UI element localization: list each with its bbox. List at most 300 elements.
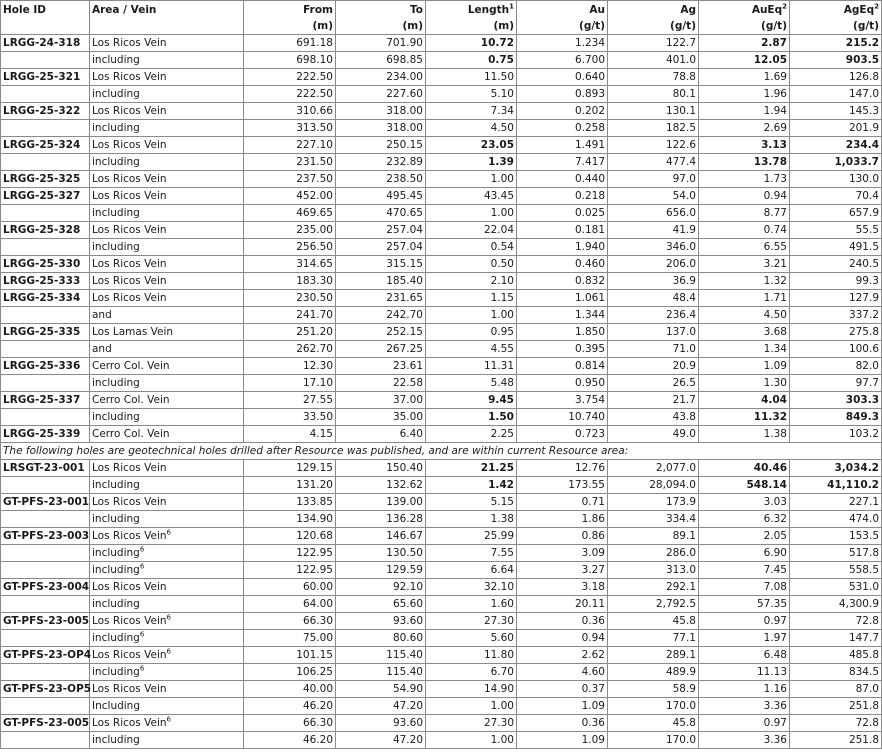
area-vein-text: Los Ricos Vein	[92, 258, 167, 270]
area-vein-text: Cerro Col. Vein	[92, 394, 170, 406]
aueq-cell: 0.74	[699, 222, 790, 239]
ag-cell: 130.1	[608, 103, 699, 120]
aueq-cell: 3.36	[699, 732, 790, 749]
ag-cell: 170.0	[608, 732, 699, 749]
length-cell: 0.54	[426, 239, 517, 256]
unit-to: (m)	[336, 18, 426, 35]
from-cell: 251.20	[244, 324, 336, 341]
ageq-cell: 99.3	[790, 273, 882, 290]
length-cell: 7.55	[426, 545, 517, 562]
aueq-cell: 1.96	[699, 86, 790, 103]
ageq-cell: 251.8	[790, 732, 882, 749]
table-row	[1, 613, 882, 630]
aueq-cell: 57.35	[699, 596, 790, 613]
ag-cell: 28,094.0	[608, 477, 699, 494]
aueq-cell: 12.05	[699, 52, 790, 69]
area-vein-cell	[90, 154, 244, 171]
ag-cell: 41.9	[608, 222, 699, 239]
ageq-cell: 227.1	[790, 494, 882, 511]
area-vein-text: including	[92, 513, 140, 525]
length-cell: 1.00	[426, 307, 517, 324]
from-cell: 452.00	[244, 188, 336, 205]
to-cell: 238.50	[336, 171, 426, 188]
footnote-marker: 6	[166, 647, 171, 656]
area-vein-text: including	[92, 666, 140, 678]
aueq-cell: 4.50	[699, 307, 790, 324]
hole-id-cell: LRGG-25-333	[1, 273, 90, 290]
hole-id-cell: LRGG-25-321	[1, 69, 90, 86]
au-cell: 3.09	[517, 545, 608, 562]
table-row	[1, 732, 882, 749]
area-vein-cell	[90, 647, 244, 664]
ag-cell: 58.9	[608, 681, 699, 698]
ageq-cell: 657.9	[790, 205, 882, 222]
aueq-cell: 3.21	[699, 256, 790, 273]
ageq-cell: 215.2	[790, 35, 882, 52]
length-cell: 11.31	[426, 358, 517, 375]
header-row	[1, 1, 882, 18]
au-cell: 0.94	[517, 630, 608, 647]
ageq-cell: 130.0	[790, 171, 882, 188]
area-vein-text: Cerro Col. Vein	[92, 428, 170, 440]
table-row	[1, 630, 882, 647]
au-cell: 20.11	[517, 596, 608, 613]
table-row	[1, 171, 882, 188]
from-cell: 227.10	[244, 137, 336, 154]
ageq-cell: 126.8	[790, 69, 882, 86]
ageq-cell: 82.0	[790, 358, 882, 375]
aueq-cell: 3.03	[699, 494, 790, 511]
ageq-cell: 275.8	[790, 324, 882, 341]
ageq-cell: 903.5	[790, 52, 882, 69]
aueq-cell: 1.34	[699, 341, 790, 358]
ageq-cell: 97.7	[790, 375, 882, 392]
ag-cell: 2,077.0	[608, 460, 699, 477]
hole-id-cell	[1, 732, 90, 749]
to-cell: 93.60	[336, 613, 426, 630]
table-row	[1, 392, 882, 409]
area-vein-text: Los Ricos Vein	[92, 71, 167, 83]
to-cell: 267.25	[336, 341, 426, 358]
au-cell: 7.417	[517, 154, 608, 171]
au-cell: 3.27	[517, 562, 608, 579]
area-vein-cell	[90, 103, 244, 120]
table-row	[1, 698, 882, 715]
area-vein-cell	[90, 341, 244, 358]
table-row	[1, 681, 882, 698]
table-row	[1, 52, 882, 69]
ag-cell: 54.0	[608, 188, 699, 205]
col-header-hole-id: Hole ID	[1, 1, 90, 18]
area-vein-text: including	[92, 547, 140, 559]
length-cell: 27.30	[426, 715, 517, 732]
area-vein-cell	[90, 596, 244, 613]
area-vein-cell	[90, 239, 244, 256]
ageq-cell: 127.9	[790, 290, 882, 307]
area-vein-text: Los Ricos Vein	[92, 462, 167, 474]
table-row	[1, 358, 882, 375]
ageq-cell: 485.8	[790, 647, 882, 664]
hole-id-cell: LRGG-25-336	[1, 358, 90, 375]
au-cell: 1.491	[517, 137, 608, 154]
ag-cell: 97.0	[608, 171, 699, 188]
ag-cell: 45.8	[608, 613, 699, 630]
from-cell: 222.50	[244, 69, 336, 86]
aueq-cell: 0.97	[699, 613, 790, 630]
area-vein-cell	[90, 222, 244, 239]
to-cell: 80.60	[336, 630, 426, 647]
ag-cell: 289.1	[608, 647, 699, 664]
length-cell: 32.10	[426, 579, 517, 596]
unit-empty	[90, 18, 244, 35]
from-cell: 231.50	[244, 154, 336, 171]
au-cell: 0.025	[517, 205, 608, 222]
area-vein-text: including	[92, 88, 140, 100]
au-cell: 10.740	[517, 409, 608, 426]
from-cell: 698.10	[244, 52, 336, 69]
area-vein-cell	[90, 630, 244, 647]
area-vein-cell	[90, 137, 244, 154]
ageq-cell: 491.5	[790, 239, 882, 256]
aueq-cell: 7.08	[699, 579, 790, 596]
length-cell: 5.10	[426, 86, 517, 103]
length-cell: 0.75	[426, 52, 517, 69]
from-cell: 262.70	[244, 341, 336, 358]
table-row	[1, 239, 882, 256]
au-cell: 1.344	[517, 307, 608, 324]
ageq-footnote: 2	[874, 2, 879, 10]
hole-id-cell: GT-PFS-23-OP4	[1, 647, 90, 664]
table-row	[1, 426, 882, 443]
hole-id-cell	[1, 630, 90, 647]
to-cell: 115.40	[336, 664, 426, 681]
ag-cell: 401.0	[608, 52, 699, 69]
length-cell: 11.50	[426, 69, 517, 86]
length-cell: 7.34	[426, 103, 517, 120]
to-cell: 139.00	[336, 494, 426, 511]
hole-id-cell	[1, 120, 90, 137]
length-cell: 5.60	[426, 630, 517, 647]
area-vein-cell	[90, 307, 244, 324]
hole-id-cell	[1, 698, 90, 715]
hole-id-cell	[1, 52, 90, 69]
area-vein-text: Los Ricos Vein	[92, 190, 167, 202]
aueq-cell: 2.87	[699, 35, 790, 52]
area-vein-cell	[90, 426, 244, 443]
table-body-resource-holes	[1, 35, 882, 443]
ag-cell: 292.1	[608, 579, 699, 596]
area-vein-text: Los Ricos Vein	[92, 292, 167, 304]
length-cell: 5.48	[426, 375, 517, 392]
area-vein-cell	[90, 545, 244, 562]
to-cell: 115.40	[336, 647, 426, 664]
length-cell: 22.04	[426, 222, 517, 239]
area-vein-text: Los Ricos Vein	[92, 581, 167, 593]
to-cell: 136.28	[336, 511, 426, 528]
hole-id-cell: GT-PFS-23-003	[1, 528, 90, 545]
aueq-cell: 4.04	[699, 392, 790, 409]
hole-id-cell: LRGG-25-334	[1, 290, 90, 307]
hole-id-cell: LRGG-25-330	[1, 256, 90, 273]
table-row	[1, 205, 882, 222]
ag-cell: 21.7	[608, 392, 699, 409]
hole-id-cell	[1, 154, 90, 171]
to-cell: 250.15	[336, 137, 426, 154]
hole-id-cell	[1, 239, 90, 256]
from-cell: 120.68	[244, 528, 336, 545]
from-cell: 27.55	[244, 392, 336, 409]
ageq-cell: 517.8	[790, 545, 882, 562]
unit-ageq: (g/t)	[790, 18, 882, 35]
au-cell: 1.09	[517, 732, 608, 749]
table-row	[1, 477, 882, 494]
table-row	[1, 290, 882, 307]
length-cell: 1.38	[426, 511, 517, 528]
ag-cell: 170.0	[608, 698, 699, 715]
area-vein-text: including	[92, 734, 140, 746]
from-cell: 314.65	[244, 256, 336, 273]
from-cell: 241.70	[244, 307, 336, 324]
ag-cell: 236.4	[608, 307, 699, 324]
area-vein-cell	[90, 681, 244, 698]
to-cell: 22.58	[336, 375, 426, 392]
ageq-cell: 4,300.9	[790, 596, 882, 613]
length-label: Length	[467, 3, 510, 16]
au-cell: 1.940	[517, 239, 608, 256]
area-vein-cell	[90, 715, 244, 732]
hole-id-cell: LRGG-25-335	[1, 324, 90, 341]
aueq-cell: 548.14	[699, 477, 790, 494]
area-vein-cell	[90, 579, 244, 596]
area-vein-text: including	[92, 632, 140, 644]
length-cell: 27.30	[426, 613, 517, 630]
au-cell: 1.09	[517, 698, 608, 715]
to-cell: 470.65	[336, 205, 426, 222]
hole-id-cell	[1, 375, 90, 392]
area-vein-text: Los Ricos Vein	[92, 717, 167, 729]
hole-id-cell	[1, 596, 90, 613]
length-cell: 1.00	[426, 698, 517, 715]
aueq-label: AuEq	[751, 3, 783, 16]
to-cell: 35.00	[336, 409, 426, 426]
footnote-marker: 6	[139, 545, 145, 554]
au-cell: 0.218	[517, 188, 608, 205]
ageq-cell: 87.0	[790, 681, 882, 698]
col-header-length	[426, 1, 517, 18]
to-cell: 257.04	[336, 239, 426, 256]
ageq-cell: 41,110.2	[790, 477, 882, 494]
from-cell: 4.15	[244, 426, 336, 443]
length-cell: 1.50	[426, 409, 517, 426]
aueq-cell: 1.32	[699, 273, 790, 290]
area-vein-text: Los Ricos Vein	[92, 173, 167, 185]
from-cell: 310.66	[244, 103, 336, 120]
area-vein-cell	[90, 562, 244, 579]
table-row	[1, 647, 882, 664]
au-cell: 0.86	[517, 528, 608, 545]
aueq-cell: 2.05	[699, 528, 790, 545]
area-vein-text: Cerro Col. Vein	[92, 360, 170, 372]
from-cell: 256.50	[244, 239, 336, 256]
area-vein-cell	[90, 664, 244, 681]
ag-cell: 656.0	[608, 205, 699, 222]
ageq-cell: 3,034.2	[790, 460, 882, 477]
aueq-cell: 6.90	[699, 545, 790, 562]
ageq-cell: 234.4	[790, 137, 882, 154]
length-cell: 1.15	[426, 290, 517, 307]
table-row	[1, 664, 882, 681]
hole-id-cell: LRGG-25-339	[1, 426, 90, 443]
aueq-cell: 11.13	[699, 664, 790, 681]
hole-id-cell: LRGG-25-324	[1, 137, 90, 154]
from-cell: 691.18	[244, 35, 336, 52]
area-vein-cell	[90, 732, 244, 749]
to-cell: 130.50	[336, 545, 426, 562]
footnote-marker: 6	[166, 715, 171, 724]
from-cell: 64.00	[244, 596, 336, 613]
from-cell: 235.00	[244, 222, 336, 239]
to-cell: 93.60	[336, 715, 426, 732]
table-row	[1, 341, 882, 358]
aueq-cell: 40.46	[699, 460, 790, 477]
ag-cell: 36.9	[608, 273, 699, 290]
ag-cell: 89.1	[608, 528, 699, 545]
area-vein-text: including	[92, 54, 140, 66]
ag-cell: 206.0	[608, 256, 699, 273]
ageq-cell: 1,033.7	[790, 154, 882, 171]
area-vein-cell	[90, 392, 244, 409]
aueq-cell: 1.09	[699, 358, 790, 375]
area-vein-cell	[90, 528, 244, 545]
area-vein-text: and	[92, 309, 112, 321]
aueq-cell: 1.16	[699, 681, 790, 698]
table-row	[1, 86, 882, 103]
au-cell: 1.061	[517, 290, 608, 307]
from-cell: 60.00	[244, 579, 336, 596]
ageq-cell: 70.4	[790, 188, 882, 205]
ageq-cell: 251.8	[790, 698, 882, 715]
area-vein-cell	[90, 460, 244, 477]
ag-cell: 477.4	[608, 154, 699, 171]
aueq-cell: 3.36	[699, 698, 790, 715]
aueq-cell: 1.97	[699, 630, 790, 647]
au-cell: 0.71	[517, 494, 608, 511]
to-cell: 150.40	[336, 460, 426, 477]
au-cell: 0.36	[517, 613, 608, 630]
ageq-cell: 153.5	[790, 528, 882, 545]
ageq-cell: 849.3	[790, 409, 882, 426]
area-vein-text: Los Lamas Vein	[92, 326, 174, 338]
to-cell: 318.00	[336, 103, 426, 120]
table-row	[1, 460, 882, 477]
ag-cell: 122.6	[608, 137, 699, 154]
from-cell: 46.20	[244, 732, 336, 749]
ageq-cell: 558.5	[790, 562, 882, 579]
from-cell: 17.10	[244, 375, 336, 392]
ag-cell: 26.5	[608, 375, 699, 392]
from-cell: 313.50	[244, 120, 336, 137]
length-cell: 25.99	[426, 528, 517, 545]
length-cell: 1.00	[426, 171, 517, 188]
to-cell: 242.70	[336, 307, 426, 324]
hole-id-cell: GT-PFS-23-004	[1, 579, 90, 596]
area-vein-text: Los Ricos Vein	[92, 615, 167, 627]
from-cell: 237.50	[244, 171, 336, 188]
aueq-cell: 8.77	[699, 205, 790, 222]
to-cell: 37.00	[336, 392, 426, 409]
aueq-cell: 7.45	[699, 562, 790, 579]
table-row	[1, 511, 882, 528]
ageq-cell: 145.3	[790, 103, 882, 120]
length-cell: 11.80	[426, 647, 517, 664]
aueq-cell: 1.30	[699, 375, 790, 392]
ag-cell: 45.8	[608, 715, 699, 732]
au-cell: 0.37	[517, 681, 608, 698]
aueq-cell: 1.71	[699, 290, 790, 307]
ag-cell: 71.0	[608, 341, 699, 358]
from-cell: 40.00	[244, 681, 336, 698]
to-cell: 146.67	[336, 528, 426, 545]
ag-cell: 334.4	[608, 511, 699, 528]
area-vein-text: Los Ricos Vein	[92, 496, 167, 508]
area-vein-cell	[90, 324, 244, 341]
from-cell: 101.15	[244, 647, 336, 664]
au-cell: 0.440	[517, 171, 608, 188]
area-vein-text: and	[92, 343, 112, 355]
hole-id-cell: LRGG-25-337	[1, 392, 90, 409]
table-body-geotech-holes	[1, 460, 882, 749]
aueq-footnote: 2	[782, 2, 787, 10]
au-cell: 1.86	[517, 511, 608, 528]
from-cell: 134.90	[244, 511, 336, 528]
area-vein-cell	[90, 69, 244, 86]
ageq-cell: 147.0	[790, 86, 882, 103]
length-cell: 1.60	[426, 596, 517, 613]
footnote-marker: 6	[166, 613, 171, 622]
area-vein-text: including	[92, 156, 140, 168]
ageq-cell: 103.2	[790, 426, 882, 443]
length-cell: 5.15	[426, 494, 517, 511]
unit-from: (m)	[244, 18, 336, 35]
hole-id-cell: GT-PFS-23-005	[1, 613, 90, 630]
table-header	[1, 1, 882, 35]
to-cell: 92.10	[336, 579, 426, 596]
table-row	[1, 715, 882, 732]
from-cell: 122.95	[244, 545, 336, 562]
unit-empty	[1, 18, 90, 35]
col-header-to: To	[336, 1, 426, 18]
ageq-cell: 72.8	[790, 613, 882, 630]
area-vein-text: Los Ricos Vein	[92, 275, 167, 287]
to-cell: 65.60	[336, 596, 426, 613]
area-vein-text: Los Ricos Vein	[92, 139, 167, 151]
table-row	[1, 409, 882, 426]
unit-aueq: (g/t)	[699, 18, 790, 35]
hole-id-cell: GT-PFS-23-001	[1, 494, 90, 511]
to-cell: 6.40	[336, 426, 426, 443]
table-row	[1, 35, 882, 52]
ageq-cell: 55.5	[790, 222, 882, 239]
hole-id-cell	[1, 409, 90, 426]
table-row	[1, 545, 882, 562]
au-cell: 3.754	[517, 392, 608, 409]
area-vein-text: Los Ricos Vein	[92, 649, 167, 661]
ageq-cell: 100.6	[790, 341, 882, 358]
area-vein-text: Los Ricos Vein	[92, 37, 167, 49]
to-cell: 701.90	[336, 35, 426, 52]
col-header-area-vein: Area / Vein	[90, 1, 244, 18]
from-cell: 122.95	[244, 562, 336, 579]
